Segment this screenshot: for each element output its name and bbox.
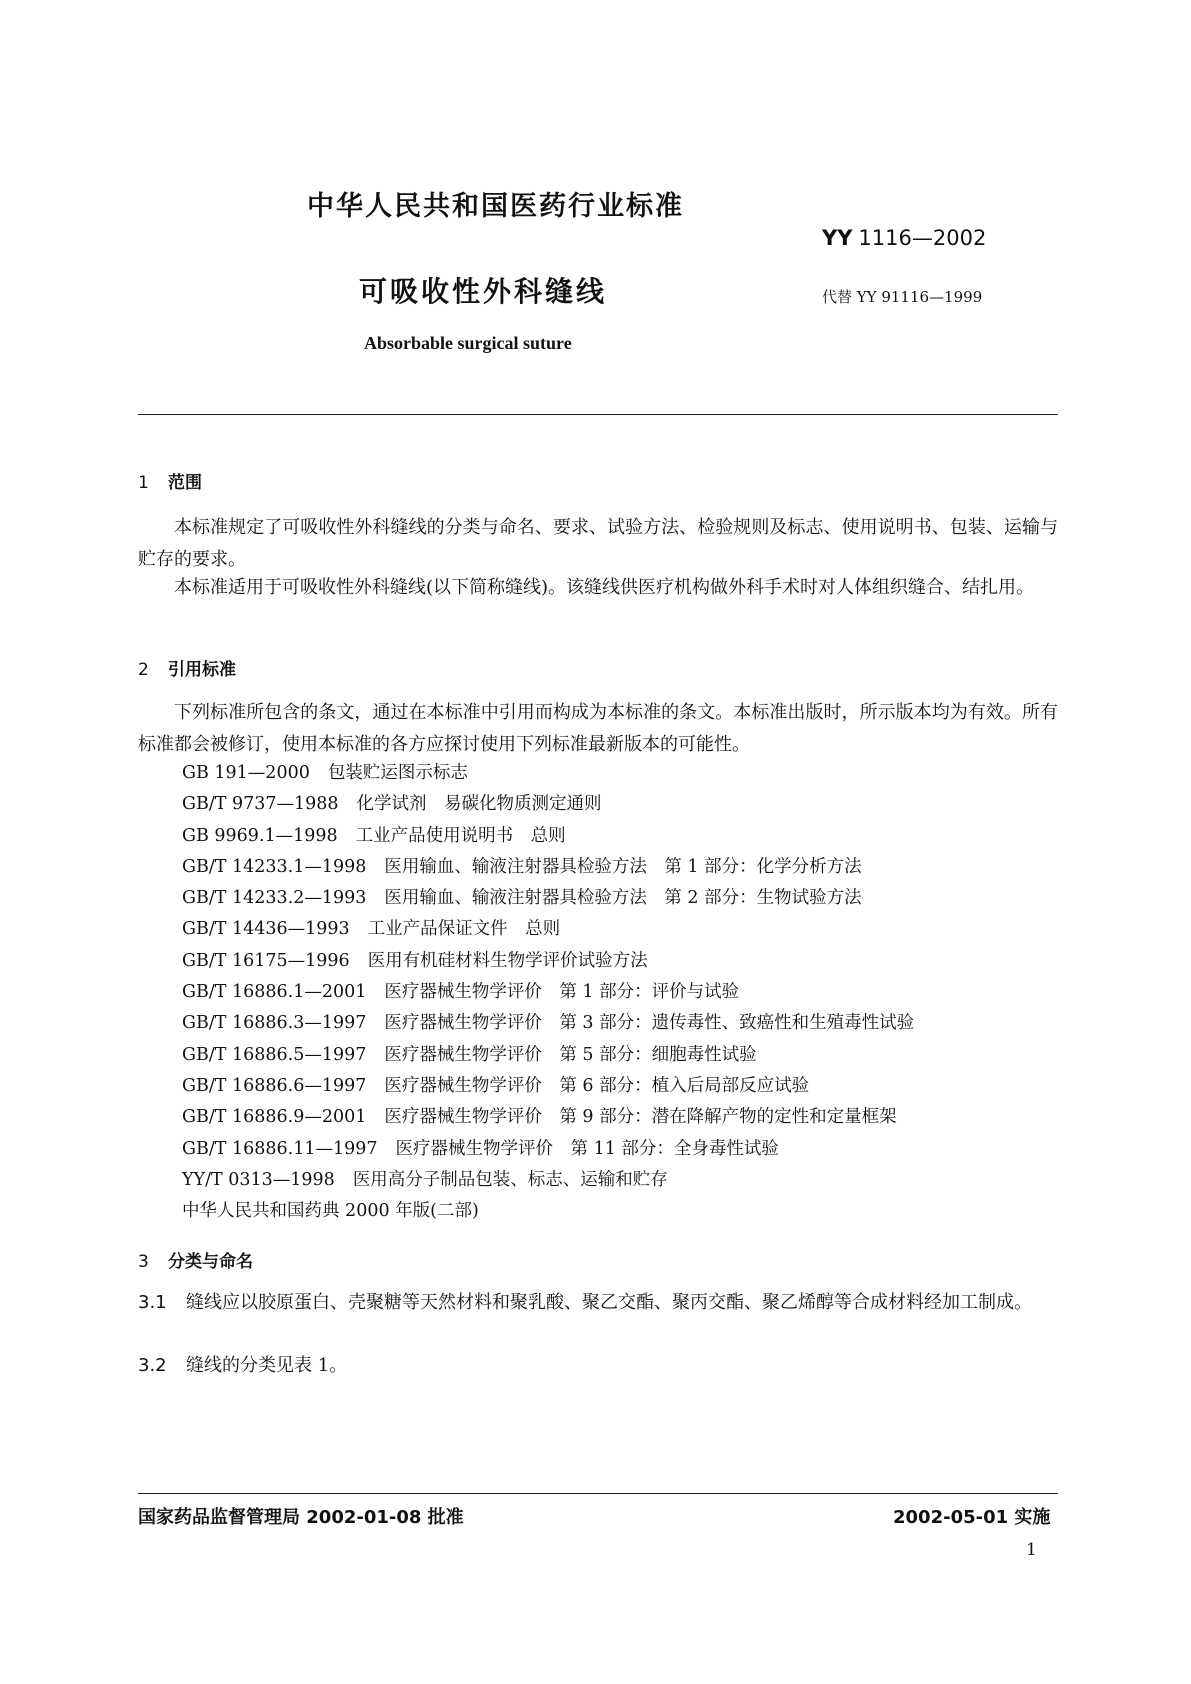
reference-title: 医疗器械生物学评价 第 5 部分：细胞毒性试验 xyxy=(384,1044,757,1065)
reference-code: GB/T 14436—1993 xyxy=(182,919,350,940)
reference-code: GB/T 16175—1996 xyxy=(182,950,350,971)
reference-item xyxy=(182,977,914,1008)
reference-title: 工业产品保证文件 总则 xyxy=(367,919,561,940)
section-title: 分类与命名 xyxy=(168,1252,253,1272)
section-number: 3 xyxy=(138,1252,149,1272)
reference-code: GB 191—2000 xyxy=(182,763,310,783)
header-divider xyxy=(138,414,1058,415)
standard-number-value: 1116—2002 xyxy=(858,226,987,250)
section-title: 范围 xyxy=(168,473,202,493)
reference-code: GB/T 16886.5—1997 xyxy=(182,1044,367,1065)
replaces-standard: 代替 YY 91116—1999 xyxy=(822,288,983,306)
reference-title: 包装贮运图示标志 xyxy=(327,763,468,783)
section-heading-references xyxy=(138,655,236,680)
reference-title: 医用高分子制品包装、标志、运输和贮存 xyxy=(352,1169,668,1190)
footer-divider xyxy=(138,1493,1058,1494)
clause-text: 缝线的分类见表 1。 xyxy=(186,1355,348,1376)
reference-code: GB/T 14233.2—1993 xyxy=(182,888,367,909)
reference-code: GB/T 16886.3—1997 xyxy=(182,1013,367,1034)
reference-item xyxy=(182,1165,914,1196)
clause-number: 3.2 xyxy=(138,1355,167,1376)
document-title: 可吸收性外科缝线 xyxy=(359,275,608,308)
reference-title: 医用有机硅材料生物学评价试验方法 xyxy=(367,950,648,971)
clause-text: 缝线应以胶原蛋白、壳聚糖等天然材料和聚乳酸、聚乙交酯、聚丙交酯、聚乙烯醇等合成材料经加工制成。 xyxy=(186,1292,1032,1313)
reference-item xyxy=(182,1008,914,1039)
reference-code: GB 9969.1—1998 xyxy=(182,825,338,846)
reference-title: 医疗器械生物学评价 第 3 部分：遗传毒性、致癌性和生殖毒性试验 xyxy=(384,1013,915,1034)
reference-item xyxy=(182,914,914,945)
reference-item xyxy=(182,852,914,883)
reference-list xyxy=(182,758,914,1227)
reference-title: 化学试剂 易碳化物质测定通则 xyxy=(356,794,602,815)
section-title: 引用标准 xyxy=(168,660,236,680)
clause-3-1 xyxy=(138,1287,1058,1319)
reference-code: YY/T 0313—1998 xyxy=(182,1169,335,1190)
reference-code: GB/T 16886.11—1997 xyxy=(182,1138,378,1159)
reference-item xyxy=(182,1040,914,1071)
reference-item xyxy=(182,758,914,789)
reference-item xyxy=(182,883,914,914)
scope-paragraph-2: 本标准适用于可吸收性外科缝线(以下简称缝线)。该缝线供医疗机构做外科手术时对人体组织缝合、结扎用。 xyxy=(174,577,1035,598)
reference-code: GB/T 14233.1—1998 xyxy=(182,856,367,877)
reference-code: 中华人民共和国药典 2000 年版(二部) xyxy=(182,1201,479,1222)
reference-title: 医用输血、输液注射器具检验方法 第 2 部分：生物试验方法 xyxy=(384,888,862,909)
reference-title: 医疗器械生物学评价 第 6 部分：植入后局部反应试验 xyxy=(384,1075,810,1096)
reference-title: 医疗器械生物学评价 第 1 部分：评价与试验 xyxy=(384,982,740,1003)
clause-3-2 xyxy=(138,1350,1058,1382)
reference-item xyxy=(182,1071,914,1102)
reference-code: GB/T 9737—1988 xyxy=(182,794,339,815)
approval-line: 国家药品监督管理局 2002-01-08 批准 xyxy=(138,1507,464,1528)
reference-item xyxy=(182,1102,914,1133)
section-heading-classification xyxy=(138,1247,253,1272)
reference-title: 工业产品使用说明书 总则 xyxy=(355,825,566,846)
section-number: 2 xyxy=(138,660,149,680)
reference-item xyxy=(182,1196,914,1227)
reference-title: 医疗器械生物学评价 第 11 部分：全身毒性试验 xyxy=(395,1138,779,1159)
references-intro: 下列标准所包含的条文，通过在本标准中引用而构成为本标准的条文。本标准出版时，所示版本均为有效。所有标准都会被修订，使用本标准的各方应探讨使用下列标准最新版本的可能性。 xyxy=(138,702,1058,755)
section-number: 1 xyxy=(138,473,149,493)
reference-item xyxy=(182,1134,914,1165)
reference-item xyxy=(182,946,914,977)
reference-item xyxy=(182,789,914,820)
reference-title: 医疗器械生物学评价 第 9 部分：潜在降解产物的定性和定量框架 xyxy=(384,1107,897,1128)
reference-code: GB/T 16886.1—2001 xyxy=(182,982,367,1003)
clause-number: 3.1 xyxy=(138,1292,167,1313)
org-title: 中华人民共和国医药行业标准 xyxy=(307,191,684,222)
reference-title: 医用输血、输液注射器具检验方法 第 1 部分：化学分析方法 xyxy=(384,856,862,877)
implementation-line: 2002-05-01 实施 xyxy=(893,1507,1051,1528)
page-number: 1 xyxy=(1026,1540,1037,1560)
reference-code: GB/T 16886.6—1997 xyxy=(182,1075,367,1096)
standard-number xyxy=(822,226,986,250)
reference-code: GB/T 16886.9—2001 xyxy=(182,1107,367,1128)
standard-prefix: YY xyxy=(822,226,853,250)
scope-paragraph-1: 本标准规定了可吸收性外科缝线的分类与命名、要求、试验方法、检验规则及标志、使用说明书、包装、运输与贮存的要求。 xyxy=(138,517,1058,570)
english-title: Absorbable surgical suture xyxy=(364,333,572,353)
reference-item xyxy=(182,821,914,852)
section-heading-scope xyxy=(138,468,202,493)
